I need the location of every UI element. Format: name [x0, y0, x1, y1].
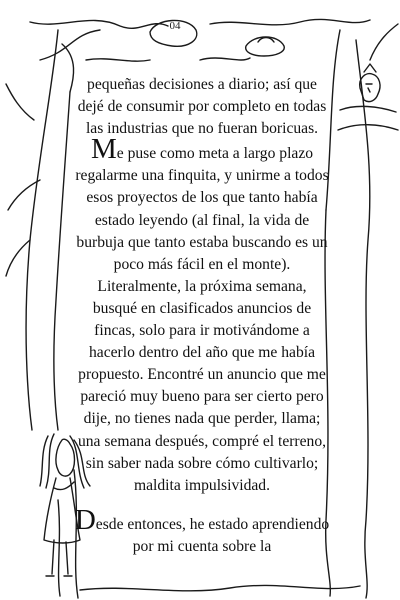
paragraph-3-dropcap: D: [74, 503, 96, 536]
paragraph-1: [74, 74, 330, 140]
paragraph-2-text: e puse como meta a largo plazo regalarme una finquita, y unirme a todos esos proyectos de los que tanto había estado leyendo (al final, la vida de burbuja que tanto estaba buscando es un poco más fácil en el monte). Literalmente, la próxima semana, busqué en clasificados anuncios de fincas, solo para ir motivándome a hacerlo dentro del año que me había propuesto. Encontré un anuncio que me pareció muy bueno para ser cierto pero dije, no tienes nada que perder, llama; una semana después, compré el terreno, sin saber nada sobre cómo cultivarlo; maldita impulsividad.: [75, 145, 329, 494]
page-number: 04: [169, 20, 181, 32]
paragraph-3: [74, 503, 330, 558]
paragraph-1-text: pequeñas decisiones a diario; así que dejé de consumir por completo en todas las industrias que no fueran boricuas.: [77, 76, 327, 138]
paragraph-3-text: esde entonces, he estado aprendiendo por mi cuenta sobre la: [95, 515, 330, 555]
paragraph-2-dropcap: M: [90, 133, 117, 166]
body-text: [74, 74, 330, 558]
paragraph-2: [74, 133, 330, 497]
